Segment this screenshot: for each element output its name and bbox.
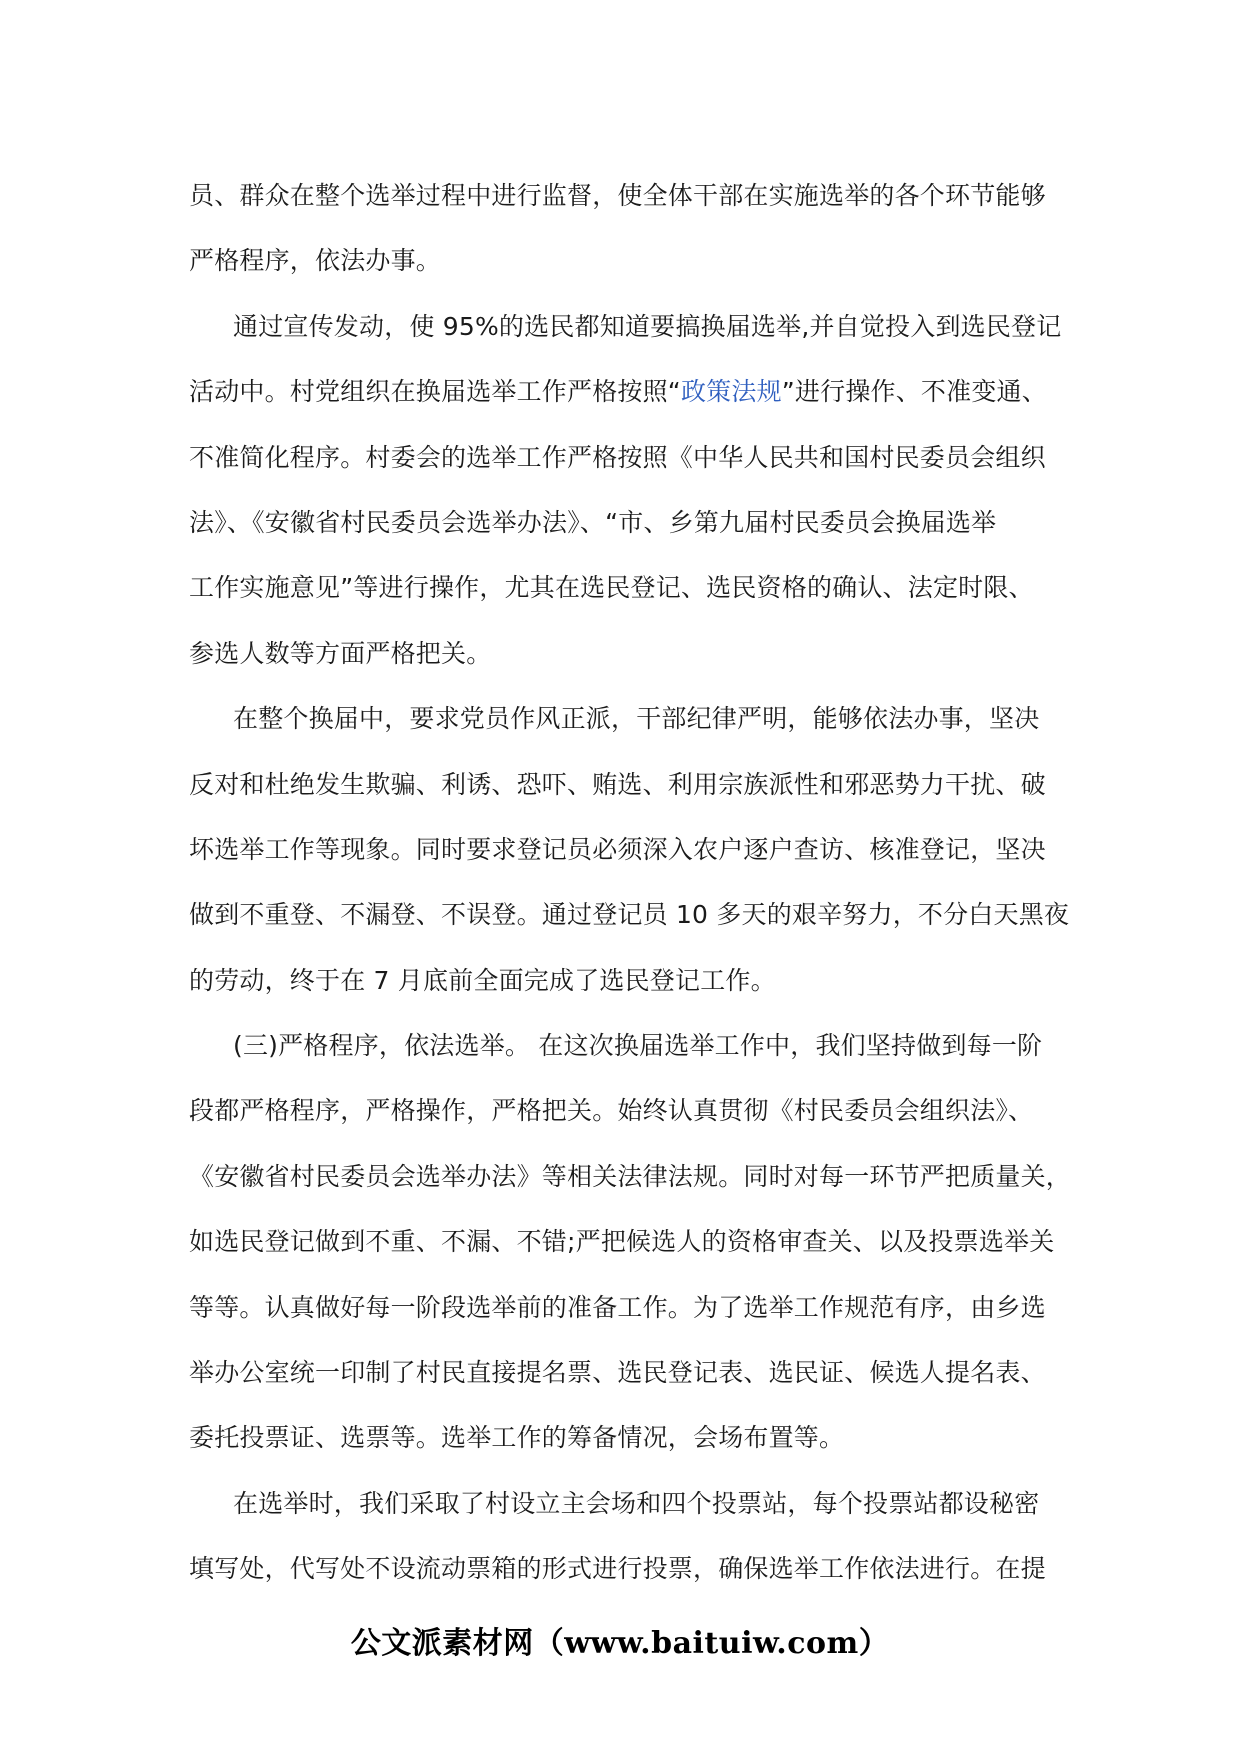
text-line: 法》、《安徽省村民委员会选举办法》、“市、乡第九届村民委员会换届选举 <box>189 507 997 537</box>
text-line: 工作实施意见”等进行操作，尤其在选民登记、选民资格的确认、法定时限、 <box>189 573 1034 603</box>
text-line: 在整个换届中，要求党员作风正派，干部纪律严明，能够依法办事，坚决 <box>233 704 1040 734</box>
text-line: 反对和杜绝发生欺骗、利诱、恐吓、贿选、利用宗族派性和邪恶势力干扰、破 <box>189 769 1046 799</box>
text-line: 等等。认真做好每一阶段选举前的准备工作。为了选举工作规范有序，由乡选 <box>189 1292 1046 1322</box>
text-line: (三)严格程序，依法选举。 在这次换届选举工作中，我们坚持做到每一阶 <box>233 1031 1043 1061</box>
text-segment: ”进行操作、不准变通、 <box>781 377 1047 407</box>
text-line: 通过宣传发动，使 95%的选民都知道要搞换届选举,并自觉投入到选民登记 <box>233 311 1062 341</box>
text-line: 如选民登记做到不重、不漏、不错;严把候选人的资格审查关、以及投票选举关 <box>189 1227 1055 1257</box>
text-line: 《安徽省村民委员会选举办法》等相关法律法规。同时对每一环节严把质量关， <box>189 1161 1072 1191</box>
text-line: 严格程序，依法办事。 <box>189 246 442 276</box>
text-line <box>189 359 1069 424</box>
text-line: 委托投票证、选票等。选举工作的筹备情况，会场布置等。 <box>189 1423 845 1453</box>
text-line: 段都严格程序，严格操作，严格把关。始终认真贯彻《村民委员会组织法》、 <box>189 1096 1034 1126</box>
document-body <box>189 163 1072 1602</box>
text-line: 在选举时，我们采取了村设立主会场和四个投票站，每个投票站都设秘密 <box>233 1488 1040 1518</box>
policy-link[interactable]: 政策法规 <box>680 377 782 407</box>
text-segment: 活动中。村党组织在换届选举工作严格按照“ <box>189 377 681 407</box>
text-line: 举办公室统一印制了村民直接提名票、选民登记表、选民证、候选人提名表、 <box>189 1358 1046 1388</box>
text-line: 填写处，代写处不设流动票箱的形式进行投票，确保选举工作依法进行。在提 <box>189 1554 1046 1584</box>
text-line: 坏选举工作等现象。同时要求登记员必须深入农户逐户查访、核准登记，坚决 <box>189 834 1046 864</box>
text-line: 的劳动，终于在 7 月底前全面完成了选民登记工作。 <box>189 965 776 995</box>
text-line: 做到不重登、不漏登、不误登。通过登记员 10 多天的艰辛努力，不分白天黑夜 <box>189 900 1070 930</box>
text-line: 参选人数等方面严格把关。 <box>189 638 492 668</box>
text-line: 员、群众在整个选举过程中进行监督，使全体干部在实施选举的各个环节能够 <box>189 181 1046 210</box>
text-line: 不准简化程序。村委会的选举工作严格按照《中华人民共和国村民委员会组织 <box>189 442 1046 472</box>
footer-watermark: 公文派素材网（www.baituiw.com） <box>350 1626 890 1661</box>
